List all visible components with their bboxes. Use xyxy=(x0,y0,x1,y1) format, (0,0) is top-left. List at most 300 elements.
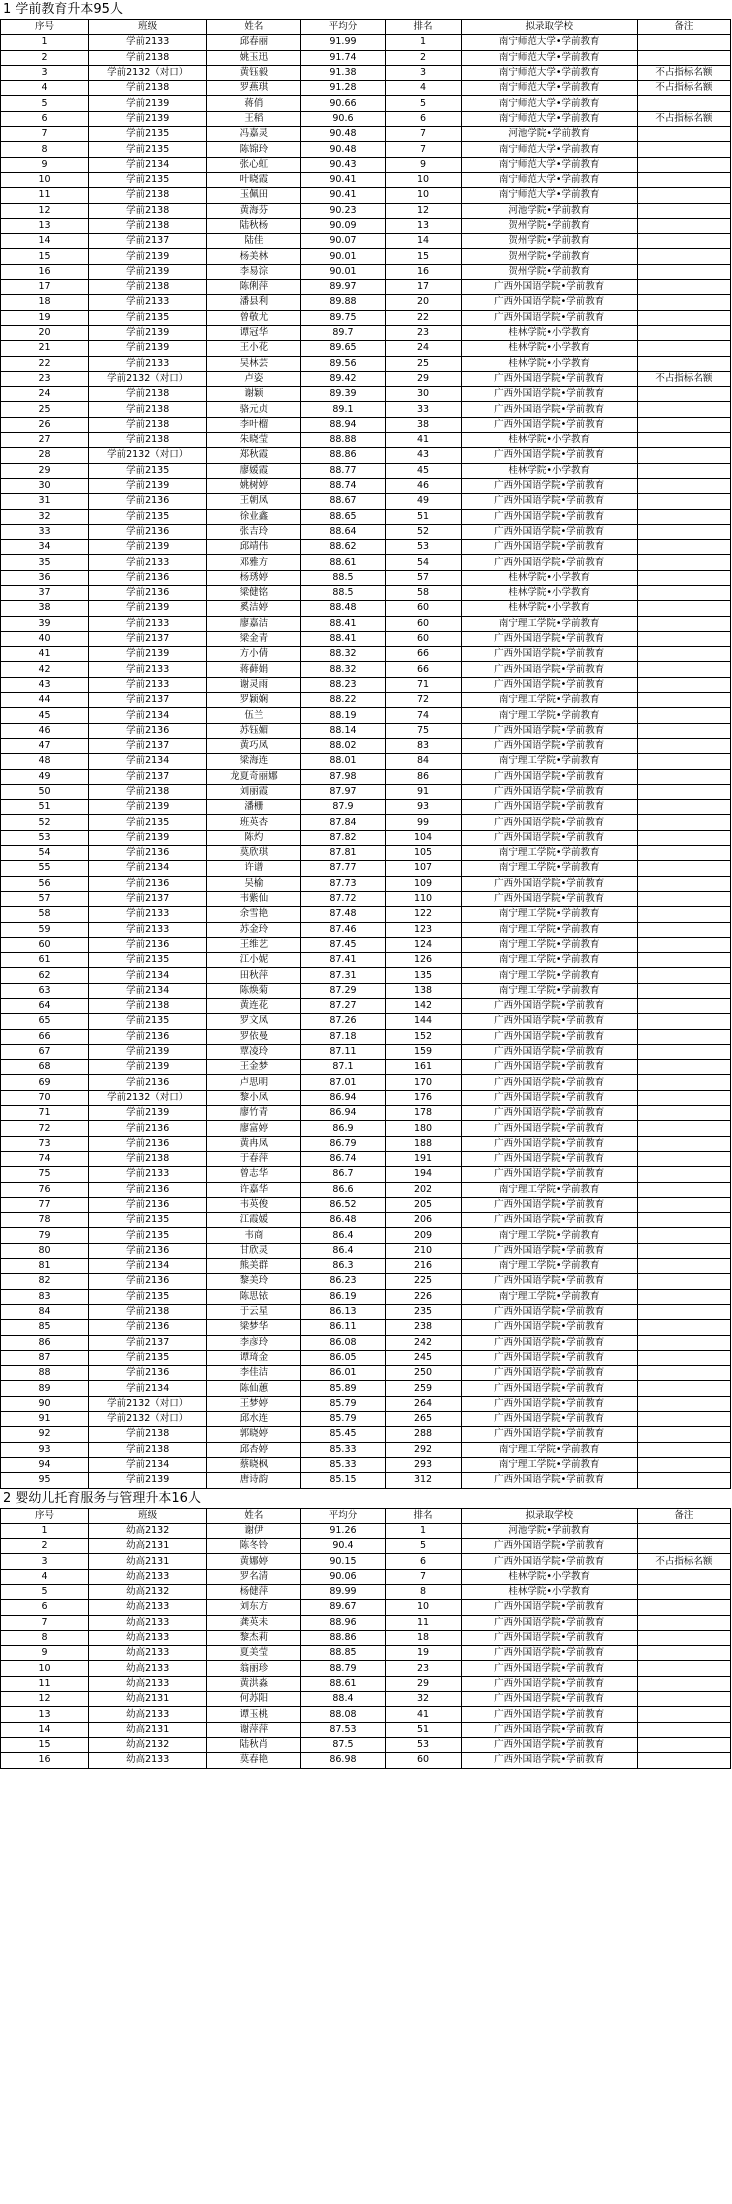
cell-rank: 6 xyxy=(385,111,461,126)
cell-row-number: 15 xyxy=(1,249,89,264)
cell-rank: 288 xyxy=(385,1427,461,1442)
table-row xyxy=(1,983,731,998)
table-row xyxy=(1,203,731,218)
cell-class: 幼高2131 xyxy=(89,1692,207,1707)
cell-average-score: 88.01 xyxy=(301,754,385,769)
cell-admitting-school: 广西外国语学院•学前教育 xyxy=(461,830,637,845)
cell-rank: 123 xyxy=(385,922,461,937)
table-row xyxy=(1,1412,731,1427)
cell-student-name: 廖富婷 xyxy=(207,1121,301,1136)
cell-student-name: 罗颖娴 xyxy=(207,693,301,708)
cell-admitting-school: 广西外国语学院•学前教育 xyxy=(461,723,637,738)
cell-admitting-school: 广西外国语学院•学前教育 xyxy=(461,784,637,799)
cell-average-score: 90.4 xyxy=(301,1539,385,1554)
table-row xyxy=(1,1569,731,1584)
cell-class: 学前2137 xyxy=(89,693,207,708)
cell-class: 学前2136 xyxy=(89,494,207,509)
cell-class: 学前2134 xyxy=(89,754,207,769)
table-row xyxy=(1,494,731,509)
cell-student-name: 于春萍 xyxy=(207,1151,301,1166)
cell-rank: 41 xyxy=(385,433,461,448)
cell-row-number: 38 xyxy=(1,601,89,616)
cell-remark xyxy=(637,1457,730,1472)
cell-average-score: 87.84 xyxy=(301,815,385,830)
cell-row-number: 63 xyxy=(1,983,89,998)
cell-student-name: 江霞媛 xyxy=(207,1213,301,1228)
cell-student-name: 韦紫仙 xyxy=(207,891,301,906)
cell-remark xyxy=(637,968,730,983)
cell-student-name: 韦商 xyxy=(207,1228,301,1243)
cell-average-score: 86.05 xyxy=(301,1350,385,1365)
cell-admitting-school: 广西外国语学院•学前教育 xyxy=(461,1615,637,1630)
cell-row-number: 6 xyxy=(1,1600,89,1615)
cell-student-name: 熊美群 xyxy=(207,1259,301,1274)
cell-student-name: 黎小凤 xyxy=(207,1090,301,1105)
cell-student-name: 谭冠华 xyxy=(207,325,301,340)
cell-average-score: 88.23 xyxy=(301,677,385,692)
cell-row-number: 73 xyxy=(1,1136,89,1151)
cell-average-score: 88.41 xyxy=(301,616,385,631)
table-row xyxy=(1,325,731,340)
cell-rank: 54 xyxy=(385,555,461,570)
cell-admitting-school: 广西外国语学院•学前教育 xyxy=(461,1304,637,1319)
cell-rank: 178 xyxy=(385,1106,461,1121)
cell-row-number: 55 xyxy=(1,861,89,876)
cell-class: 学前2133 xyxy=(89,922,207,937)
cell-student-name: 李彦玲 xyxy=(207,1335,301,1350)
cell-student-name: 谢伊 xyxy=(207,1523,301,1538)
cell-class: 学前2132（对口） xyxy=(89,1412,207,1427)
cell-admitting-school: 广西外国语学院•学前教育 xyxy=(461,769,637,784)
cell-rank: 205 xyxy=(385,1197,461,1212)
cell-row-number: 7 xyxy=(1,127,89,142)
cell-student-name: 翁丽珍 xyxy=(207,1661,301,1676)
cell-admitting-school: 南宁理工学院•学前教育 xyxy=(461,1228,637,1243)
cell-rank: 51 xyxy=(385,509,461,524)
cell-class: 学前2139 xyxy=(89,1044,207,1059)
table-row xyxy=(1,1396,731,1411)
cell-remark xyxy=(637,402,730,417)
cell-remark xyxy=(637,1259,730,1274)
cell-class: 学前2139 xyxy=(89,601,207,616)
cell-remark xyxy=(637,1335,730,1350)
header-class: 班级 xyxy=(89,1508,207,1523)
cell-average-score: 85.89 xyxy=(301,1381,385,1396)
cell-admitting-school: 广西外国语学院•学前教育 xyxy=(461,1600,637,1615)
cell-admitting-school: 南宁理工学院•学前教育 xyxy=(461,968,637,983)
cell-admitting-school: 广西外国语学院•学前教育 xyxy=(461,1320,637,1335)
cell-row-number: 3 xyxy=(1,65,89,80)
cell-average-score: 90.07 xyxy=(301,234,385,249)
cell-student-name: 苏钰媚 xyxy=(207,723,301,738)
cell-admitting-school: 广西外国语学院•学前教育 xyxy=(461,1213,637,1228)
cell-student-name: 曾敬尤 xyxy=(207,310,301,325)
cell-remark xyxy=(637,1539,730,1554)
cell-remark: 不占指标名额 xyxy=(637,111,730,126)
cell-student-name: 陈冬铃 xyxy=(207,1539,301,1554)
cell-admitting-school: 贺州学院•学前教育 xyxy=(461,249,637,264)
cell-average-score: 90.6 xyxy=(301,111,385,126)
cell-row-number: 48 xyxy=(1,754,89,769)
cell-class: 学前2139 xyxy=(89,1106,207,1121)
cell-row-number: 77 xyxy=(1,1197,89,1212)
cell-class: 学前2136 xyxy=(89,1274,207,1289)
cell-remark xyxy=(637,494,730,509)
cell-class: 学前2139 xyxy=(89,96,207,111)
table-row xyxy=(1,1661,731,1676)
cell-remark xyxy=(637,876,730,891)
cell-row-number: 95 xyxy=(1,1473,89,1488)
cell-row-number: 16 xyxy=(1,264,89,279)
cell-remark xyxy=(637,264,730,279)
cell-rank: 11 xyxy=(385,1615,461,1630)
cell-student-name: 冯嘉灵 xyxy=(207,127,301,142)
table-row xyxy=(1,1692,731,1707)
cell-student-name: 朱晓莹 xyxy=(207,433,301,448)
cell-remark xyxy=(637,708,730,723)
cell-row-number: 4 xyxy=(1,81,89,96)
table-row xyxy=(1,35,731,50)
cell-remark xyxy=(637,1106,730,1121)
cell-row-number: 4 xyxy=(1,1569,89,1584)
cell-class: 学前2138 xyxy=(89,1427,207,1442)
table-row xyxy=(1,1136,731,1151)
cell-admitting-school: 南宁理工学院•学前教育 xyxy=(461,1182,637,1197)
table-row xyxy=(1,570,731,585)
cell-average-score: 88.61 xyxy=(301,1676,385,1691)
table-row xyxy=(1,876,731,891)
cell-student-name: 陆秋杨 xyxy=(207,218,301,233)
cell-rank: 216 xyxy=(385,1259,461,1274)
cell-average-score: 91.28 xyxy=(301,81,385,96)
cell-average-score: 91.38 xyxy=(301,65,385,80)
table-row xyxy=(1,341,731,356)
cell-remark xyxy=(637,540,730,555)
cell-admitting-school: 广西外国语学院•学前教育 xyxy=(461,662,637,677)
cell-row-number: 43 xyxy=(1,677,89,692)
cell-rank: 176 xyxy=(385,1090,461,1105)
cell-class: 幼高2131 xyxy=(89,1722,207,1737)
table-row xyxy=(1,631,731,646)
cell-admitting-school: 广西外国语学院•学前教育 xyxy=(461,402,637,417)
cell-row-number: 94 xyxy=(1,1457,89,1472)
cell-admitting-school: 南宁理工学院•学前教育 xyxy=(461,907,637,922)
cell-class: 学前2138 xyxy=(89,1151,207,1166)
cell-rank: 5 xyxy=(385,1539,461,1554)
cell-class: 学前2139 xyxy=(89,830,207,845)
cell-class: 学前2136 xyxy=(89,1182,207,1197)
cell-class: 学前2138 xyxy=(89,1304,207,1319)
cell-student-name: 蒋藓娟 xyxy=(207,662,301,677)
cell-row-number: 12 xyxy=(1,203,89,218)
cell-average-score: 86.4 xyxy=(301,1243,385,1258)
cell-remark xyxy=(637,1473,730,1488)
cell-remark xyxy=(637,1320,730,1335)
table-row xyxy=(1,738,731,753)
cell-average-score: 86.19 xyxy=(301,1289,385,1304)
cell-student-name: 余雪艳 xyxy=(207,907,301,922)
table-row xyxy=(1,81,731,96)
cell-class: 学前2139 xyxy=(89,341,207,356)
cell-class: 学前2134 xyxy=(89,1457,207,1472)
cell-remark xyxy=(637,1584,730,1599)
cell-row-number: 21 xyxy=(1,341,89,356)
cell-class: 学前2135 xyxy=(89,463,207,478)
cell-remark xyxy=(637,1646,730,1661)
cell-admitting-school: 广西外国语学院•学前教育 xyxy=(461,1075,637,1090)
cell-rank: 13 xyxy=(385,218,461,233)
header-remark: 备注 xyxy=(637,1508,730,1523)
cell-remark xyxy=(637,203,730,218)
cell-rank: 209 xyxy=(385,1228,461,1243)
cell-average-score: 89.88 xyxy=(301,295,385,310)
cell-class: 学前2138 xyxy=(89,999,207,1014)
cell-class: 学前2133 xyxy=(89,662,207,677)
cell-student-name: 张心虹 xyxy=(207,157,301,172)
cell-row-number: 22 xyxy=(1,356,89,371)
cell-row-number: 5 xyxy=(1,96,89,111)
cell-rank: 41 xyxy=(385,1707,461,1722)
cell-class: 学前2137 xyxy=(89,631,207,646)
cell-remark xyxy=(637,188,730,203)
cell-student-name: 黄钰毅 xyxy=(207,65,301,80)
cell-average-score: 88.64 xyxy=(301,524,385,539)
cell-student-name: 邱杏婷 xyxy=(207,1442,301,1457)
cell-class: 学前2136 xyxy=(89,1136,207,1151)
cell-row-number: 84 xyxy=(1,1304,89,1319)
cell-student-name: 黄冉凤 xyxy=(207,1136,301,1151)
cell-average-score: 87.5 xyxy=(301,1737,385,1752)
cell-remark xyxy=(637,448,730,463)
cell-average-score: 87.98 xyxy=(301,769,385,784)
cell-admitting-school: 广西外国语学院•学前教育 xyxy=(461,800,637,815)
cell-average-score: 90.01 xyxy=(301,264,385,279)
cell-student-name: 于云星 xyxy=(207,1304,301,1319)
cell-rank: 3 xyxy=(385,65,461,80)
cell-student-name: 陈焕菊 xyxy=(207,983,301,998)
cell-average-score: 87.81 xyxy=(301,846,385,861)
cell-row-number: 42 xyxy=(1,662,89,677)
cell-admitting-school: 广西外国语学院•学前教育 xyxy=(461,1274,637,1289)
cell-remark xyxy=(637,647,730,662)
cell-rank: 265 xyxy=(385,1412,461,1427)
cell-class: 学前2133 xyxy=(89,907,207,922)
cell-average-score: 86.98 xyxy=(301,1753,385,1768)
cell-rank: 57 xyxy=(385,570,461,585)
cell-remark xyxy=(637,983,730,998)
cell-rank: 75 xyxy=(385,723,461,738)
cell-remark xyxy=(637,1523,730,1538)
cell-class: 学前2136 xyxy=(89,1320,207,1335)
cell-admitting-school: 广西外国语学院•学前教育 xyxy=(461,1630,637,1645)
cell-rank: 2 xyxy=(385,50,461,65)
cell-remark xyxy=(637,1243,730,1258)
cell-student-name: 郑秋霞 xyxy=(207,448,301,463)
header-rank: 排名 xyxy=(385,1508,461,1523)
cell-remark xyxy=(637,769,730,784)
cell-row-number: 11 xyxy=(1,188,89,203)
cell-average-score: 89.56 xyxy=(301,356,385,371)
cell-rank: 60 xyxy=(385,601,461,616)
cell-average-score: 87.77 xyxy=(301,861,385,876)
cell-average-score: 88.74 xyxy=(301,478,385,493)
cell-rank: 7 xyxy=(385,127,461,142)
cell-student-name: 王稻 xyxy=(207,111,301,126)
cell-remark xyxy=(637,1366,730,1381)
cell-average-score: 87.97 xyxy=(301,784,385,799)
cell-admitting-school: 广西外国语学院•学前教育 xyxy=(461,1412,637,1427)
table-row xyxy=(1,448,731,463)
cell-average-score: 89.67 xyxy=(301,1600,385,1615)
cell-row-number: 87 xyxy=(1,1350,89,1365)
cell-row-number: 29 xyxy=(1,463,89,478)
cell-admitting-school: 广西外国语学院•学前教育 xyxy=(461,417,637,432)
cell-class: 学前2138 xyxy=(89,417,207,432)
table-row xyxy=(1,1366,731,1381)
cell-admitting-school: 桂林学院•小学教育 xyxy=(461,325,637,340)
cell-average-score: 91.99 xyxy=(301,35,385,50)
table-row xyxy=(1,1630,731,1645)
cell-rank: 152 xyxy=(385,1029,461,1044)
table-row xyxy=(1,1473,731,1488)
cell-student-name: 蒋俏 xyxy=(207,96,301,111)
cell-row-number: 41 xyxy=(1,647,89,662)
cell-rank: 93 xyxy=(385,800,461,815)
cell-remark xyxy=(637,1182,730,1197)
cell-student-name: 陈仙蕙 xyxy=(207,1381,301,1396)
cell-class: 学前2138 xyxy=(89,402,207,417)
cell-average-score: 88.48 xyxy=(301,601,385,616)
cell-row-number: 18 xyxy=(1,295,89,310)
cell-remark xyxy=(637,157,730,172)
cell-row-number: 15 xyxy=(1,1737,89,1752)
cell-average-score: 87.48 xyxy=(301,907,385,922)
table-row xyxy=(1,127,731,142)
cell-row-number: 93 xyxy=(1,1442,89,1457)
cell-average-score: 86.94 xyxy=(301,1106,385,1121)
cell-average-score: 89.39 xyxy=(301,387,385,402)
cell-average-score: 91.26 xyxy=(301,1523,385,1538)
cell-row-number: 3 xyxy=(1,1554,89,1569)
cell-rank: 210 xyxy=(385,1243,461,1258)
cell-admitting-school: 广西外国语学院•学前教育 xyxy=(461,876,637,891)
cell-class: 学前2135 xyxy=(89,953,207,968)
cell-remark xyxy=(637,249,730,264)
cell-class: 学前2134 xyxy=(89,1259,207,1274)
section-title: 1 学前教育升本95人 xyxy=(3,2,123,17)
cell-student-name: 黎美玲 xyxy=(207,1274,301,1289)
cell-admitting-school: 桂林学院•小学教育 xyxy=(461,463,637,478)
cell-average-score: 87.26 xyxy=(301,1014,385,1029)
header-row-number: 序号 xyxy=(1,1508,89,1523)
cell-average-score: 87.82 xyxy=(301,830,385,845)
cell-remark xyxy=(637,723,730,738)
cell-remark xyxy=(637,922,730,937)
cell-rank: 43 xyxy=(385,448,461,463)
cell-average-score: 88.19 xyxy=(301,708,385,723)
cell-student-name: 江小妮 xyxy=(207,953,301,968)
cell-rank: 23 xyxy=(385,325,461,340)
cell-rank: 83 xyxy=(385,738,461,753)
cell-admitting-school: 广西外国语学院•学前教育 xyxy=(461,1692,637,1707)
cell-admitting-school: 南宁理工学院•学前教育 xyxy=(461,922,637,937)
cell-average-score: 86.79 xyxy=(301,1136,385,1151)
cell-row-number: 49 xyxy=(1,769,89,784)
cell-average-score: 88.77 xyxy=(301,463,385,478)
cell-row-number: 62 xyxy=(1,968,89,983)
cell-class: 学前2133 xyxy=(89,677,207,692)
table-row xyxy=(1,1014,731,1029)
cell-class: 学前2132（对口） xyxy=(89,1396,207,1411)
table-row xyxy=(1,310,731,325)
cell-class: 幼高2132 xyxy=(89,1584,207,1599)
cell-class: 学前2134 xyxy=(89,1381,207,1396)
table-row xyxy=(1,1228,731,1243)
cell-remark xyxy=(637,325,730,340)
cell-admitting-school: 广西外国语学院•学前教育 xyxy=(461,1381,637,1396)
cell-admitting-school: 广西外国语学院•学前教育 xyxy=(461,1539,637,1554)
cell-average-score: 85.79 xyxy=(301,1396,385,1411)
cell-student-name: 罗依曼 xyxy=(207,1029,301,1044)
cell-class: 幼高2133 xyxy=(89,1753,207,1768)
cell-admitting-school: 广西外国语学院•学前教育 xyxy=(461,310,637,325)
table-row xyxy=(1,463,731,478)
cell-average-score: 90.15 xyxy=(301,1554,385,1569)
table-row xyxy=(1,172,731,187)
cell-rank: 45 xyxy=(385,463,461,478)
cell-remark xyxy=(637,35,730,50)
header-admitting-school: 拟录取学校 xyxy=(461,20,637,35)
cell-average-score: 90.23 xyxy=(301,203,385,218)
table-row xyxy=(1,784,731,799)
cell-class: 学前2135 xyxy=(89,310,207,325)
table-row xyxy=(1,1539,731,1554)
cell-remark xyxy=(637,310,730,325)
cell-row-number: 14 xyxy=(1,234,89,249)
cell-student-name: 覃凌玲 xyxy=(207,1044,301,1059)
cell-average-score: 86.94 xyxy=(301,1090,385,1105)
cell-row-number: 60 xyxy=(1,937,89,952)
cell-row-number: 30 xyxy=(1,478,89,493)
cell-row-number: 40 xyxy=(1,631,89,646)
cell-rank: 242 xyxy=(385,1335,461,1350)
cell-admitting-school: 广西外国语学院•学前教育 xyxy=(461,555,637,570)
table-row xyxy=(1,1442,731,1457)
table-row xyxy=(1,96,731,111)
cell-admitting-school: 广西外国语学院•学前教育 xyxy=(461,494,637,509)
table-row xyxy=(1,1320,731,1335)
cell-average-score: 88.62 xyxy=(301,540,385,555)
cell-average-score: 88.85 xyxy=(301,1646,385,1661)
cell-class: 学前2135 xyxy=(89,1350,207,1365)
cell-average-score: 87.9 xyxy=(301,800,385,815)
cell-average-score: 87.31 xyxy=(301,968,385,983)
cell-class: 学前2136 xyxy=(89,1075,207,1090)
cell-row-number: 79 xyxy=(1,1228,89,1243)
cell-remark xyxy=(637,234,730,249)
cell-class: 学前2138 xyxy=(89,433,207,448)
cell-remark xyxy=(637,693,730,708)
cell-remark xyxy=(637,172,730,187)
cell-admitting-school: 南宁师范大学•学前教育 xyxy=(461,81,637,96)
cell-row-number: 13 xyxy=(1,1707,89,1722)
cell-rank: 60 xyxy=(385,616,461,631)
cell-student-name: 玉佩田 xyxy=(207,188,301,203)
cell-row-number: 1 xyxy=(1,1523,89,1538)
cell-student-name: 梁梦华 xyxy=(207,1320,301,1335)
cell-class: 学前2134 xyxy=(89,968,207,983)
cell-rank: 135 xyxy=(385,968,461,983)
